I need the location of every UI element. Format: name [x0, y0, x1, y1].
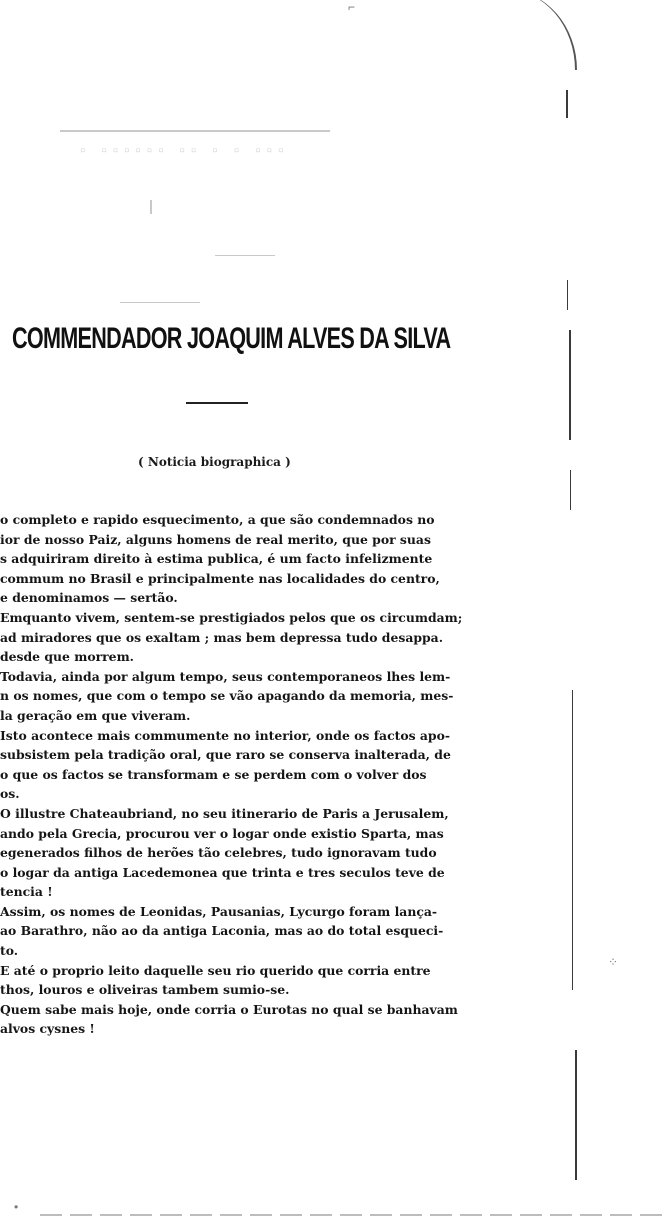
bleed-through-text: ▫ ▫▫▫▫▫▫ ▫▫ ▫ ▫ ▫▫▫ [80, 142, 290, 159]
text-line: ando pela Grecia, procurou ver o logar onde existio Sparta, mas [0, 825, 444, 841]
scan-edge-line [572, 690, 573, 990]
text-line: tencia ! [0, 884, 53, 900]
text-line: to. [0, 943, 19, 959]
text-line: Assim, os nomes de Leonidas, Pausanias, Lycurgo foram lança- [0, 903, 438, 919]
text-line: s adquiriram direito à estima publica, é um facto infelizmente [0, 551, 433, 567]
text-line: o completo e rapido esquecimento, a que são condemnados no [0, 512, 435, 527]
bleed-through-mark [215, 255, 275, 256]
text-line: subsistem pela tradição oral, que raro se conserva inalterada, de [0, 747, 451, 763]
scan-bottom-edge [40, 1214, 668, 1216]
scan-edge-line [575, 1050, 577, 1180]
bleed-through-mark [150, 200, 152, 214]
scan-edge-line [566, 90, 568, 118]
text-line: la geração em que viveram. [0, 707, 191, 723]
bleed-through-mark [120, 302, 200, 303]
text-line: E até o proprio leito daquelle seu rio querido que corria entre [0, 962, 431, 978]
text-line: Todavia, ainda por algum tempo, seus contemporaneos lhes lem- [0, 668, 451, 684]
body-text [0, 510, 490, 1039]
text-line: Quem sabe mais hoje, onde corria o Eurotas no qual se banhavam [0, 1001, 458, 1017]
scan-speck: • [14, 1200, 19, 1214]
scan-speck: ⁘ [608, 955, 619, 969]
text-line: ad miradores que os exaltam ; mas bem depressa tudo desappa. [0, 629, 444, 645]
text-line: commum no Brasil e principalmente nas localidades do centro, [0, 570, 440, 586]
document-title: COMMENDADOR JOAQUIM ALVES DA SILVA [12, 322, 451, 355]
text-line: Isto acontece mais commumente no interior, onde os factos apo- [0, 727, 450, 743]
scan-edge-line [567, 280, 568, 310]
text-line: desde que morrem. [0, 649, 134, 665]
scan-edge-line [569, 330, 571, 440]
document-subtitle: ( Noticia biographica ) [138, 455, 291, 469]
text-line: Emquanto vivem, sentem-se prestigiados pelos que os circumdam; [0, 609, 463, 625]
text-line: alvos cysnes ! [0, 1021, 95, 1037]
text-line: egenerados filhos de herões tão celebres, tudo ignoravam tudo [0, 845, 437, 861]
text-line: O illustre Chateaubriand, no seu itinerario de Paris a Jerusalem, [0, 805, 449, 821]
text-line: e denominamos — sertão. [0, 590, 178, 606]
scan-edge-line [570, 470, 571, 510]
text-line: n os nomes, que com o tempo se vão apagando da memoria, mes- [0, 688, 454, 704]
text-line: o que os factos se transformam e se perdem com o volver dos [0, 766, 427, 782]
scan-speck: ⌐ [348, 0, 356, 14]
text-line: ior de nosso Paiz, alguns homens de real merito, que por suas [0, 531, 431, 547]
page-curl-artifact [505, 0, 577, 70]
title-divider [186, 402, 248, 404]
text-line: ao Barathro, não ao da antiga Laconia, mas ao do total esqueci- [0, 923, 444, 939]
bleed-through-rule [60, 130, 330, 132]
text-line: os. [0, 786, 20, 802]
text-line: thos, louros e oliveiras tambem sumio-se. [0, 982, 290, 998]
text-line: o logar da antiga Lacedemonea que trinta e tres seculos teve de [0, 864, 445, 880]
